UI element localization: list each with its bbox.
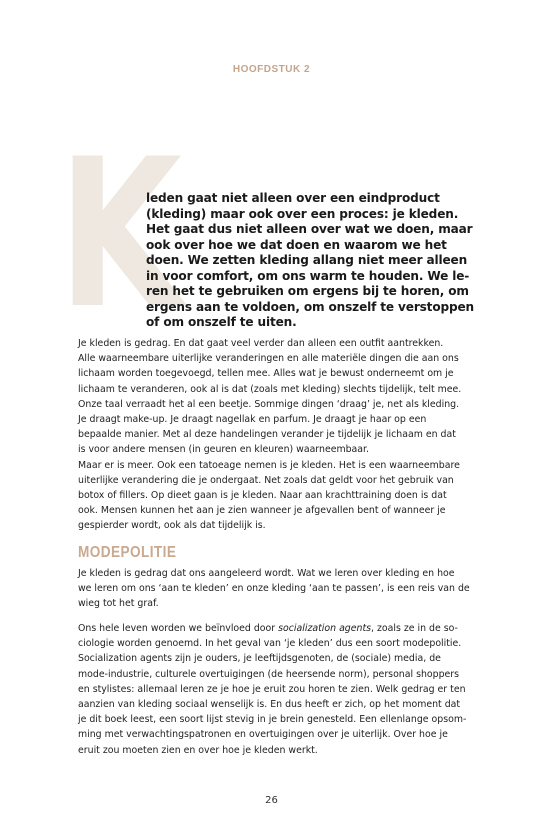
body-paragraph-1 [78, 336, 488, 534]
lead-line: in voor comfort, om ons warm te houden. We le- [146, 268, 470, 283]
body-line: Socialization agents zijn je ouders, je leeftijdsgenoten, de (sociale) media, de [78, 653, 441, 665]
body-text-run: , zoals ze in de so- [371, 623, 458, 634]
lead-line: ook over hoe we dat doen en waarom we het [146, 237, 447, 252]
section-heading: MODEPOLITIE [78, 544, 177, 561]
body-line: ming met verwachtingspatronen en overtuigingen over je uiterlijk. Over hoe je [78, 729, 448, 741]
lead-paragraph [146, 191, 476, 331]
page-number: 26 [265, 795, 278, 806]
body-line: ook. Mensen kunnen het aan je zien wanneer je afgevallen bent of wanneer je [78, 505, 446, 517]
lead-line: Het gaat dus niet alleen over wat we doen, maar [146, 222, 473, 236]
body-line: ciologie worden genoemd. In het geval van ‘je kleden’ dus een soort modepolitie. [78, 638, 462, 650]
body-line: lichaam te veranderen, ook al is dat (zoals met kleding) slechts tijdelijk, telt mee. [78, 383, 462, 395]
chapter-label: HOOFDSTUK 2 [232, 64, 311, 75]
body-line [78, 621, 488, 636]
body-line: en stylistes: allemaal leren ze je hoe je eruit zou horen te zien. Welk gedrag er ten [78, 683, 466, 695]
body-line: botox of fillers. Op dieet gaan is je kleden. Naar aan krachttraining doen is dat [78, 490, 447, 502]
drop-cap-letter: K [58, 116, 182, 354]
body-line: gespierder wordt, ook als dat tijdelijk is. [78, 520, 266, 532]
body-line: we leren om ons ‘aan te kleden’ en onze kleding ‘aan te passen’, is een reis van de [78, 583, 470, 595]
body-line: Je draagt make-up. Je draagt nagellak en parfum. Je draagt je haar op een [78, 414, 427, 426]
lead-line: doen. We zetten kleding allang niet meer alleen [146, 253, 468, 267]
lead-line: leden gaat niet alleen over een eindproduct [146, 191, 440, 205]
body-line: Je kleden is gedrag. En dat gaat veel verder dan alleen een outfit aantrekken. [78, 338, 444, 349]
body-line: eruit zou moeten zien en over hoe je kleden werkt. [78, 744, 318, 756]
body-line: Maar er is meer. Ook een tatoeage nemen is je kleden. Het is een waarneembare [78, 459, 460, 471]
italic-term: socialization agents [278, 623, 372, 634]
lead-line: ren het te gebruiken om ergens bij te horen, om [146, 284, 469, 298]
body-paragraph-2 [78, 566, 488, 612]
body-line: uiterlijke verandering die je ondergaat. Net zoals dat geldt voor het gebruik van [78, 474, 454, 486]
body-line: Onze taal verraadt het al een beetje. Sommige dingen ‘draag’ je, net als kleding. [78, 398, 460, 410]
lead-line: ergens aan te voldoen, om onszelf te verstoppen [146, 299, 475, 314]
body-paragraph-3 [78, 621, 488, 758]
body-line: Alle waarneembare uiterlijke veranderingen en alle materiële dingen die aan ons [78, 353, 459, 365]
body-line: wieg tot het graf. [78, 598, 159, 610]
body-text-run: Ons hele leven worden we beïnvloed door [78, 623, 279, 634]
body-line: is voor andere mensen (in geuren en kleuren) waarneembaar. [78, 444, 370, 456]
body-line: bepaalde manier. Met al deze handelingen verander je tijdelijk je lichaam en dat [78, 429, 456, 441]
lead-line: (kleding) maar ook over een proces: je kleden. [146, 206, 459, 221]
body-line: lichaam worden toegevoegd, tellen mee. Alles wat je bewust onderneemt om je [78, 368, 454, 380]
body-line: Je kleden is gedrag dat ons aangeleerd wordt. Wat we leren over kleding en hoe [78, 568, 455, 579]
body-line: mode-industrie, culturele overtuigingen (de heersende norm), personal shoppers [78, 668, 460, 680]
body-line: aanzien van kleding sociaal wenselijk is. En dus heeft er zich, op het moment dat [78, 699, 461, 711]
lead-line: of om onszelf te uiten. [146, 315, 297, 329]
body-line: je dit boek leest, een soort lijst stevig in je brein genesteld. Een ellenlange opsom- [78, 714, 467, 726]
